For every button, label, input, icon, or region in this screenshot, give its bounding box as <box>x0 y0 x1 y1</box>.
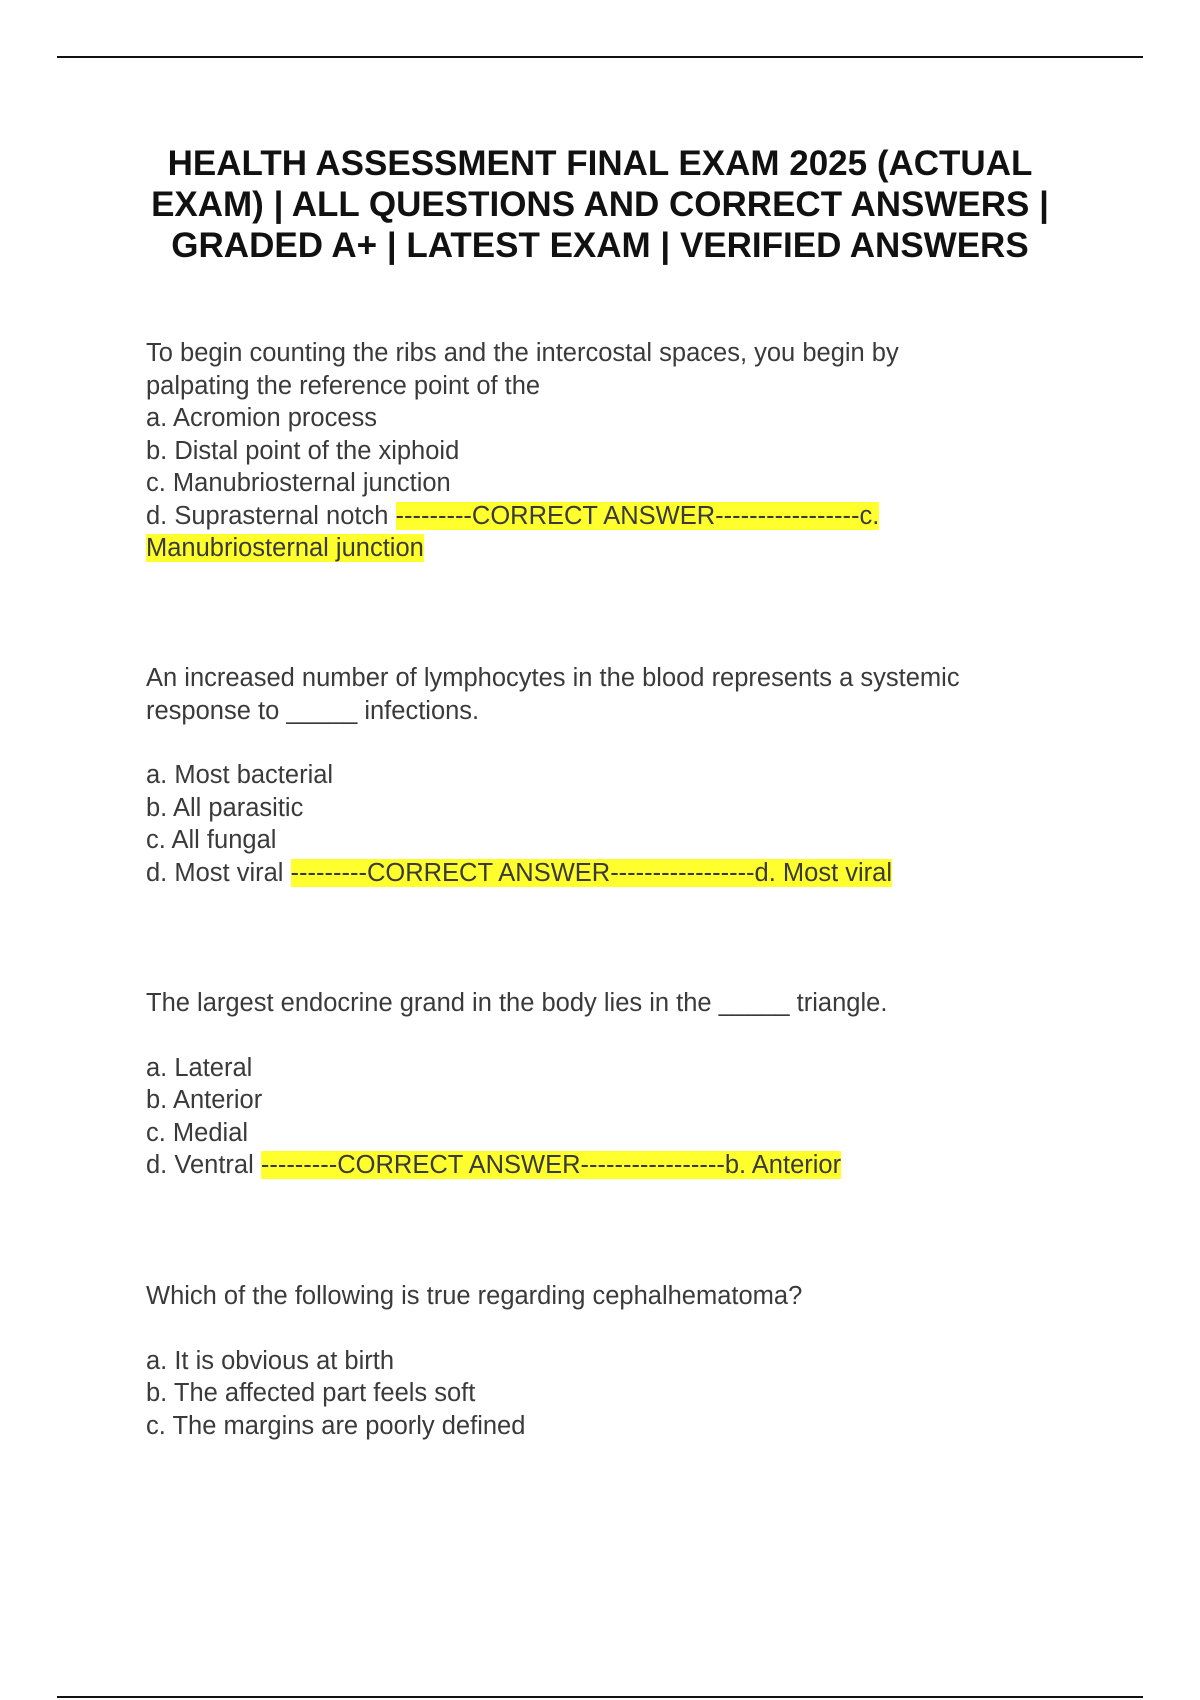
option-b: b. The affected part feels soft <box>146 1379 476 1407</box>
option-c: c. Manubriosternal junction <box>146 469 451 497</box>
option-d: d. Ventral <box>146 1151 254 1179</box>
option-a: a. It is obvious at birth <box>146 1346 395 1375</box>
top-rule <box>57 56 1143 58</box>
answer-continuation <box>146 532 1086 565</box>
document-title <box>100 143 1100 266</box>
option-d: d. Suprasternal notch <box>146 501 389 530</box>
spacer <box>146 727 1086 759</box>
question-stem: An increased number of lymphocytes in the blood represents a systemic <box>146 664 960 692</box>
correct-answer-highlight: ---------CORRECT ANSWER-----------------c. <box>395 501 880 530</box>
bottom-rule <box>57 1696 1143 1698</box>
option-a: a. Lateral <box>146 1053 253 1082</box>
correct-answer-highlight: Manubriosternal junction <box>146 534 424 562</box>
option-d: d. Most viral <box>146 858 284 887</box>
option-c: c. The margins are poorly defined <box>146 1411 526 1440</box>
question-2 <box>146 662 1086 889</box>
title-line: GRADED A+ | LATEST EXAM | VERIFIED ANSWERS <box>171 226 1029 265</box>
option-b: b. Distal point of the xiphoid <box>146 436 460 465</box>
question-3 <box>146 987 1086 1182</box>
correct-answer-highlight: ---------CORRECT ANSWER-----------------b. Anterior <box>260 1151 842 1179</box>
title-line: HEALTH ASSESSMENT FINAL EXAM 2025 (ACTUAL <box>167 144 1033 183</box>
option-c: c. All fungal <box>146 826 277 854</box>
option-d-with-answer <box>146 1149 1086 1182</box>
option-a: a. Most bacterial <box>146 761 334 789</box>
question-stem: response to _____ infections. <box>146 696 480 725</box>
option-b: b. All parasitic <box>146 793 304 822</box>
question-stem: Which of the following is true regarding cephalhematoma? <box>146 1282 803 1310</box>
question-4 <box>146 1280 1086 1442</box>
question-stem: To begin counting the ribs and the intercostal spaces, you begin by <box>146 339 899 367</box>
question-stem: palpating the reference point of the <box>146 371 541 400</box>
spacer <box>146 1020 1086 1052</box>
spacer <box>146 1313 1086 1345</box>
option-c: c. Medial <box>146 1118 249 1147</box>
option-b: b. Anterior <box>146 1086 263 1114</box>
option-a: a. Acromion process <box>146 404 378 432</box>
option-d-with-answer <box>146 500 1086 533</box>
question-stem: The largest endocrine grand in the body lies in the _____ triangle. <box>146 989 888 1017</box>
title-line: EXAM) | ALL QUESTIONS AND CORRECT ANSWERS | <box>151 185 1049 224</box>
question-1 <box>146 337 1086 565</box>
option-d-with-answer <box>146 857 1086 890</box>
correct-answer-highlight: ---------CORRECT ANSWER-----------------d. Most viral <box>290 858 893 887</box>
